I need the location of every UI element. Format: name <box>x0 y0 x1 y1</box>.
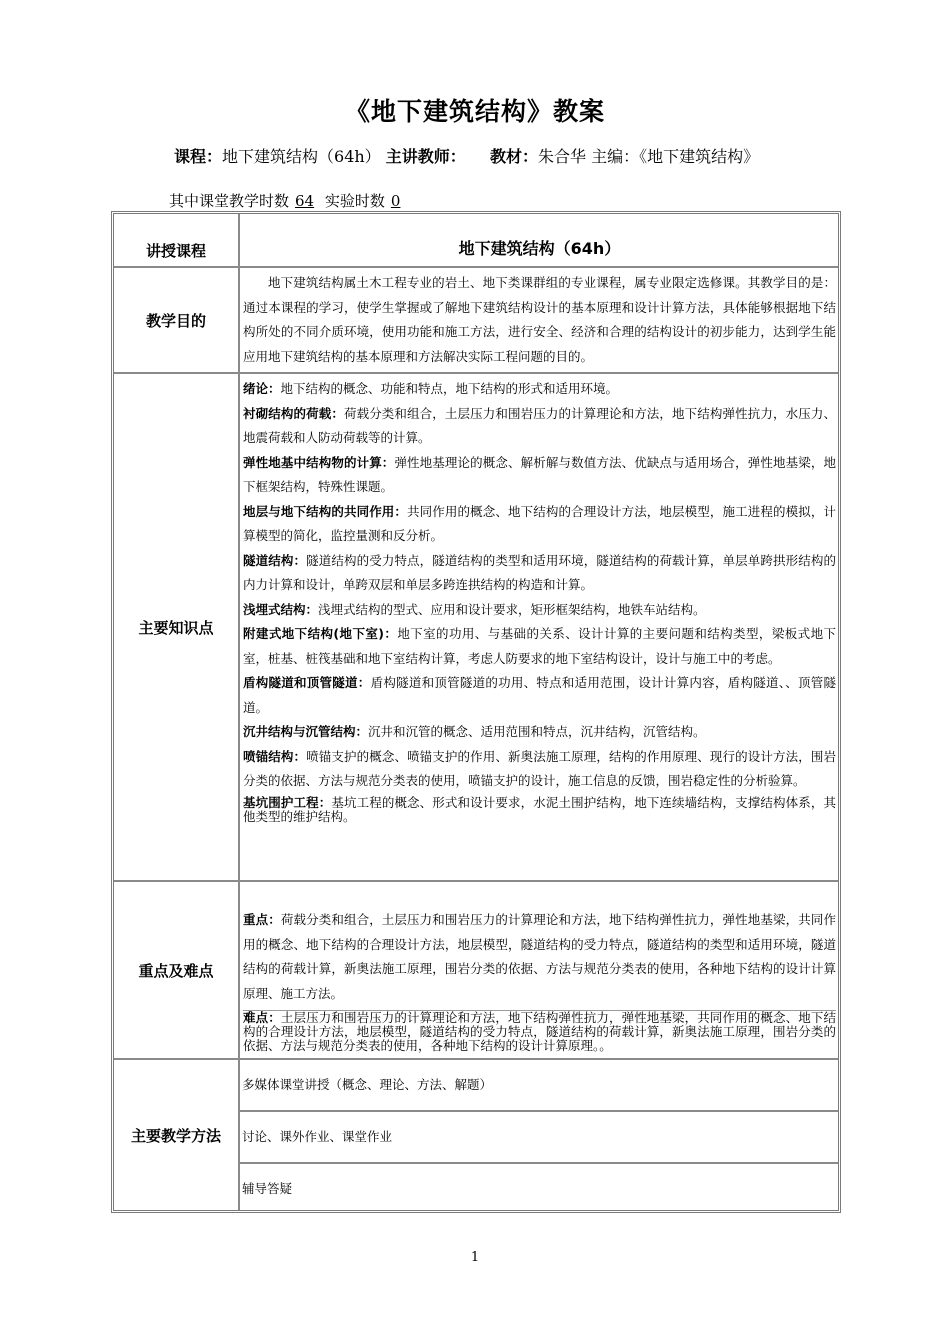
methods-cell <box>240 1060 838 1210</box>
purpose-row <box>114 268 838 374</box>
class-hours-value: 64 <box>295 192 315 210</box>
class-hours-label: 其中课堂教学时数 <box>169 192 290 210</box>
teacher-label: 主讲教师： <box>385 147 466 166</box>
knowledge-item: 喷锚结构：喷锚支护的概念、喷锚支护的作用、新奥法施工原理，结构的作用原理、现行的设计方法，围岩分类的依据、方法与规范分类表的使用，喷锚支护的设计，施工信息的反馈，围岩稳定性的分析验算。 <box>243 748 836 788</box>
lab-hours-label: 实验时数 <box>324 192 385 210</box>
purpose-text: 地下建筑结构属土木工程专业的岩土、地下类课群组的专业课程，属专业限定选修课。其教学目的是：通过本课程的学习，使学生掌握或了解地下建筑结构设计的基本原理和设计计算方法，具体能够根据地下结构所处的不同介质环境，使用功能和施工方法，进行安全、经济和合理的结构设计的初步能力，达到学生能应用地下建筑结构的基本原理和方法解决实际工程问题的目的。 <box>243 275 836 364</box>
knowledge-item: 沉井结构与沉管结构：沉井和沉管的概念、适用范围和特点，沉井结构，沉管结构。 <box>243 724 706 739</box>
method-item: 讨论、课外作业、课堂作业 <box>240 1112 838 1164</box>
knowledge-label: 主要知识点 <box>114 374 240 880</box>
course-value: 地下建筑结构（64h） <box>222 147 381 166</box>
knowledge-item: 绪论：地下结构的概念、功能和特点，地下结构的形式和适用环境。 <box>243 381 619 396</box>
knowledge-item: 盾构隧道和顶管隧道：盾构隧道和顶管隧道的功用、特点和适用范围，设计计算内容，盾构隧道、、顶管隧道。 <box>243 675 836 715</box>
methods-row <box>114 1060 838 1210</box>
knowledge-item: 弹性地基中结构物的计算：弹性地基理论的概念、解析解与数值方法、优缺点与适用场合，弹性地基梁，地下框架结构，特殊性课题。 <box>243 454 836 494</box>
knowledge-item: 隧道结构：隧道结构的受力特点，隧道结构的类型和适用环境，隧道结构的荷载计算，单层单跨拱形结构的内力计算和设计，单跨双层和单层多跨连拱结构的构造和计算。 <box>243 552 836 592</box>
purpose-label: 教学目的 <box>114 268 240 372</box>
course-label: 课程： <box>174 147 223 166</box>
textbook-label: 教材： <box>489 147 538 166</box>
course-row <box>114 214 838 268</box>
method-item: 多媒体课堂讲授（概念、理论、方法、解题） <box>240 1060 838 1112</box>
knowledge-row <box>114 374 838 882</box>
lab-hours-value: 0 <box>390 192 401 210</box>
knowledge-item: 基坑围护工程：基坑工程的概念、形式和设计要求，水泥土围护结构，地下连续墙结构，支撑结构体系，其他类型的维护结构。 <box>243 794 836 824</box>
methods-label: 主要教学方法 <box>114 1060 240 1210</box>
method-item: 辅导答疑 <box>242 1181 293 1196</box>
course-row-value: 地下建筑结构（64h） <box>458 238 621 258</box>
knowledge-item: 衬砌结构的荷载：荷载分类和组合，土层压力和围岩压力的计算理论和方法，地下结构弹性抗力，水压力、地震荷载和人防动荷载等的计算。 <box>243 405 836 445</box>
key-difficulty-row <box>114 882 838 1060</box>
knowledge-cell <box>240 374 838 880</box>
lesson-plan-table <box>111 211 841 1213</box>
difficult-points: 难点：土层压力和围岩压力的计算理论和方法，地下结构弹性抗力，弹性地基梁，共同作用的概念、地下结构的合理设计方法，地层模型，隧道结构的受力特点，隧道结构的荷载计算，新奥法施工原理，围岩分类的依据、方法与规范分类表的使用，各种地下结构的设计计算原理。。 <box>243 1010 836 1053</box>
course-row-label: 讲授课程 <box>114 214 240 266</box>
key-difficulty-label: 重点及难点 <box>114 882 240 1058</box>
hours-line <box>169 190 406 211</box>
knowledge-item: 地层与地下结构的共同作用：共同作用的概念、地下结构的合理设计方法，地层模型，施工进程的模拟，计算模型的简化，监控量测和反分析。 <box>243 503 836 543</box>
textbook-value: 朱合华 主编：《地下建筑结构》 <box>538 147 760 166</box>
knowledge-item: 浅埋式结构：浅埋式结构的型式、应用和设计要求，矩形框架结构，地铁车站结构。 <box>243 601 706 617</box>
course-info-line <box>174 144 759 167</box>
key-difficulty-cell <box>240 882 838 1058</box>
key-points: 重点：荷载分类和组合，土层压力和围岩压力的计算理论和方法，地下结构弹性抗力，弹性地基梁，共同作用的概念、地下结构的合理设计方法，地层模型，隧道结构的受力特点，隧道结构的类型和适用环境，隧道结构的荷载计算，新奥法施工原理，围岩分类的依据、方法与规范分类表的使用，各种地下结构的设计计算原理、施工方法。 <box>243 912 836 1001</box>
purpose-cell <box>240 268 838 372</box>
document-title: 《地下建筑结构》教案 <box>344 97 605 126</box>
knowledge-item: 附建式地下结构(地下室)：地下室的功用、与基础的关系、设计计算的主要问题和结构类型，梁板式地下室，桩基、桩筏基础和地下室结构计算，考虑人防要求的地下室结构设计，设计与施工中的考虑。 <box>243 626 836 666</box>
page-number: 1 <box>470 1250 480 1265</box>
